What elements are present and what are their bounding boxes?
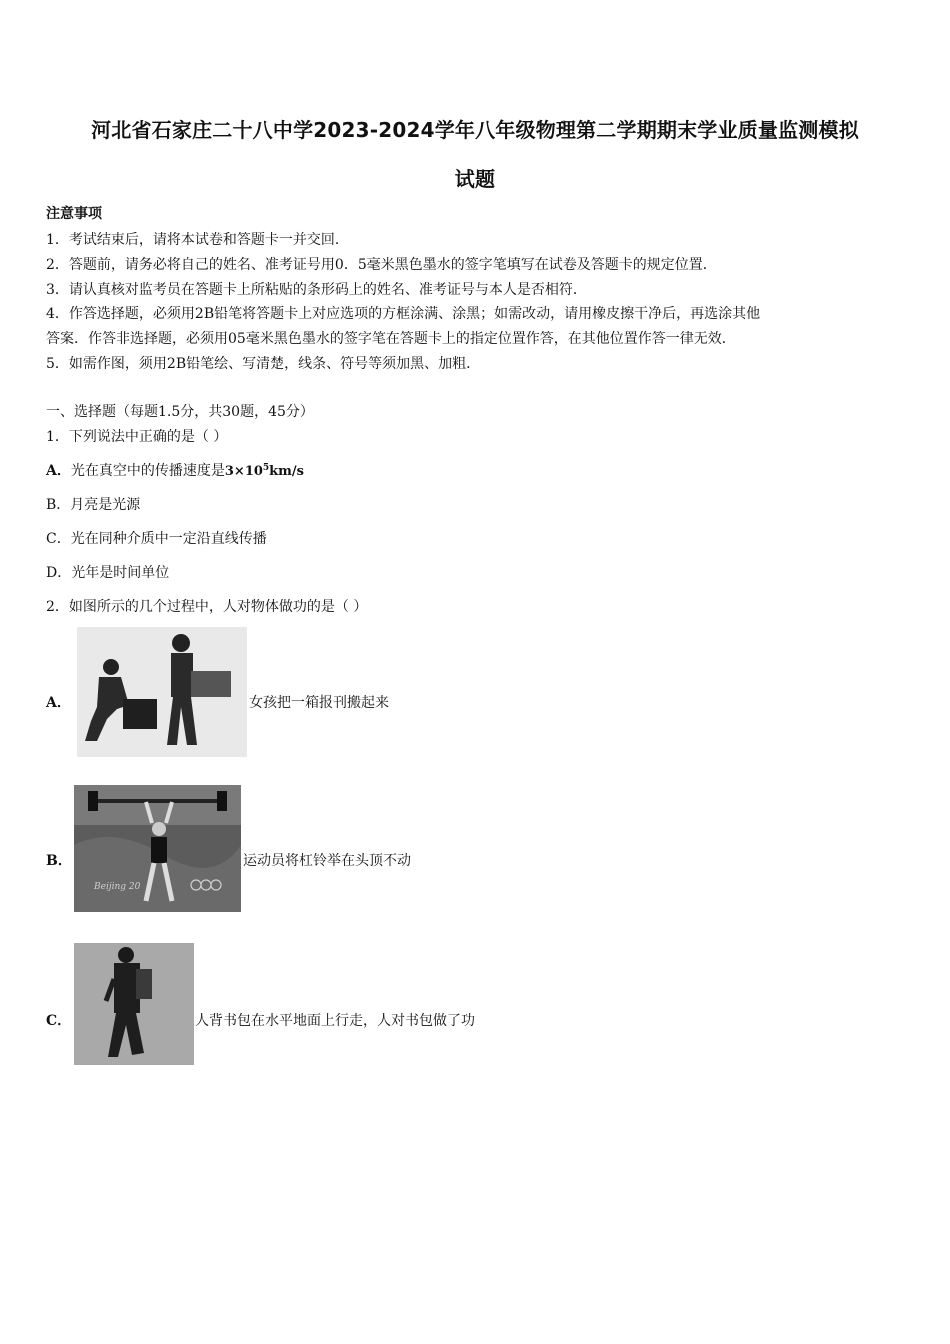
notice-heading: 注意事项 (46, 206, 102, 222)
option-a-unit: km/s (269, 464, 305, 479)
notice-item-2: 2．答题前，请务必将自己的姓名、准考证号用0．5毫米黑色墨水的签字笔填写在试卷及答题卡的规定位置． (46, 257, 717, 273)
notice-item-4: 4．作答选择题，必须用2B铅笔将答题卡上对应选项的方框涂满、涂黑；如需改动，请用橡皮擦干净后，再选涂其他 (46, 306, 761, 322)
svg-text:Beijing 20: Beijing 20 (94, 882, 141, 892)
q2-option-a-text: 女孩把一箱报刊搬起来 (249, 695, 389, 711)
exam-title-line2: 试题 (454, 167, 496, 191)
option-a-label: A． (46, 463, 71, 479)
question-1-stem: 1．下列说法中正确的是（ ） (46, 429, 228, 445)
notice-item-4-cont: 答案．作答非选择题，必须用05毫米黑色墨水的签字笔在答题卡上的指定位置作答，在其他位置作答一律无效． (46, 331, 736, 347)
person-with-backpack-image (74, 943, 194, 1065)
question-1-option-d: D．光年是时间单位 (46, 565, 170, 581)
question-1-option-c: C．光在同种介质中一定沿直线传播 (46, 531, 267, 547)
section-heading: 一、选择题（每题1.5分，共30题，45分） (46, 404, 314, 420)
question-1-option-b: B．月亮是光源 (46, 497, 141, 513)
weightlifter-image (74, 785, 241, 912)
question-1-option-a (46, 460, 304, 480)
notice-item-5: 5．如需作图，须用2B铅笔绘、写清楚，线条、符号等须加黑、加粗． (46, 356, 481, 372)
exam-title-line1: 河北省石家庄二十八中学2023-2024学年八年级物理第二学期期末学业质量监测模拟 (91, 118, 859, 142)
option-a-text: 光在真空中的传播速度是 (70, 463, 225, 479)
girl-lifting-box-image (77, 627, 247, 757)
option-a-exponent: 5 (262, 463, 270, 473)
notice-item-3: 3．请认真核对监考员在答题卡上所粘贴的条形码上的姓名、准考证号与本人是否相符． (46, 282, 587, 298)
q2-option-c-label: C． (46, 1013, 72, 1029)
q2-option-b-text: 运动员将杠铃举在头顶不动 (243, 853, 411, 869)
q2-option-c-text: 人背书包在水平地面上行走，人对书包做了功 (195, 1013, 475, 1029)
q2-option-a-label: A． (46, 695, 71, 711)
q2-option-b-label: B． (46, 853, 72, 869)
question-2-stem: 2．如图所示的几个过程中，人对物体做功的是（ ） (46, 599, 368, 615)
option-a-number: 3×10 (224, 464, 263, 479)
notice-item-1: 1．考试结束后，请将本试卷和答题卡一并交回． (46, 232, 349, 248)
